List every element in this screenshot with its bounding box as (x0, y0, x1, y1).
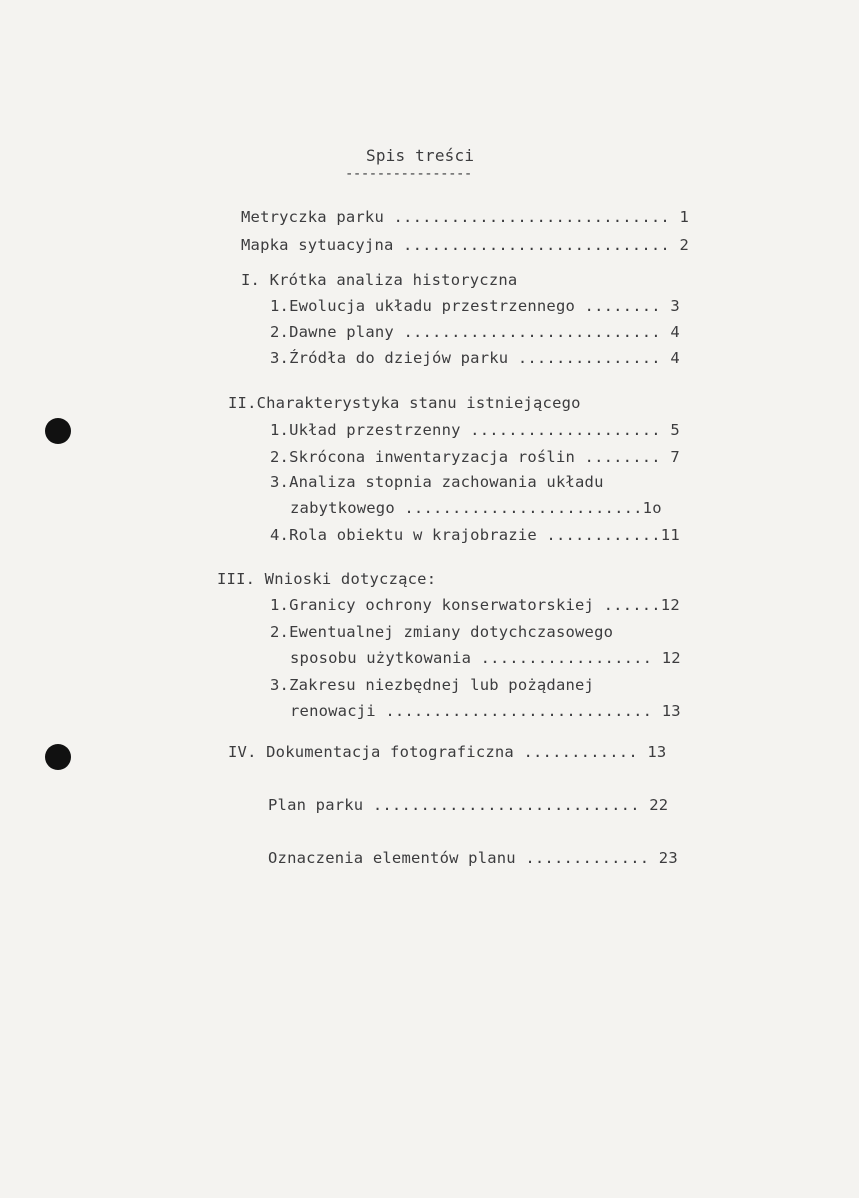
toc-section-heading: III. Wnioski dotyczące: (217, 570, 437, 588)
toc-section-heading: I. Krótka analiza historyczna (241, 271, 518, 289)
toc-section-heading: II.Charakterystyka stanu istniejącego (228, 394, 581, 412)
toc-entry: 3.Źródła do dziejów parku ............... 4 (270, 349, 680, 367)
toc-entry: 2.Ewentualnej zmiany dotychczasowego (270, 623, 614, 641)
toc-entry: 2.Skrócona inwentaryzacja roślin ........ 7 (270, 448, 680, 466)
toc-entry: renowacji ............................ 13 (290, 702, 681, 720)
toc-entry: 3.Zakresu niezbędnej lub pożądanej (270, 676, 595, 694)
toc-entry: 1.Układ przestrzenny .................... 5 (270, 421, 680, 439)
title-underline: ---------------- (345, 166, 472, 182)
toc-entry: 2.Dawne plany ........................... 4 (270, 323, 680, 341)
toc-entry: Plan parku ............................ 22 (268, 796, 669, 814)
toc-entry: 1.Granicy ochrony konserwatorskiej ......12 (270, 596, 680, 614)
toc-entry: Oznaczenia elementów planu ............. 23 (268, 849, 678, 867)
toc-entry: 4.Rola obiektu w krajobrazie ............11 (270, 526, 680, 544)
toc-entry: 1.Ewolucja układu przestrzennego ........ 3 (270, 297, 680, 315)
toc-entry: zabytkowego .........................1o (290, 499, 662, 517)
toc-entry: Metryczka parku ............................. 1 (241, 208, 689, 226)
toc-entry: sposobu użytkowania .................. 12 (290, 649, 681, 667)
punch-hole (45, 744, 71, 770)
toc-entry: Mapka sytuacyjna ............................ 2 (241, 236, 689, 254)
toc-section-heading: IV. Dokumentacja fotograficzna ............ 13 (228, 743, 667, 761)
toc-entry: 3.Analiza stopnia zachowania układu (270, 473, 604, 491)
page-title: Spis treści (366, 146, 475, 165)
punch-hole (45, 418, 71, 444)
